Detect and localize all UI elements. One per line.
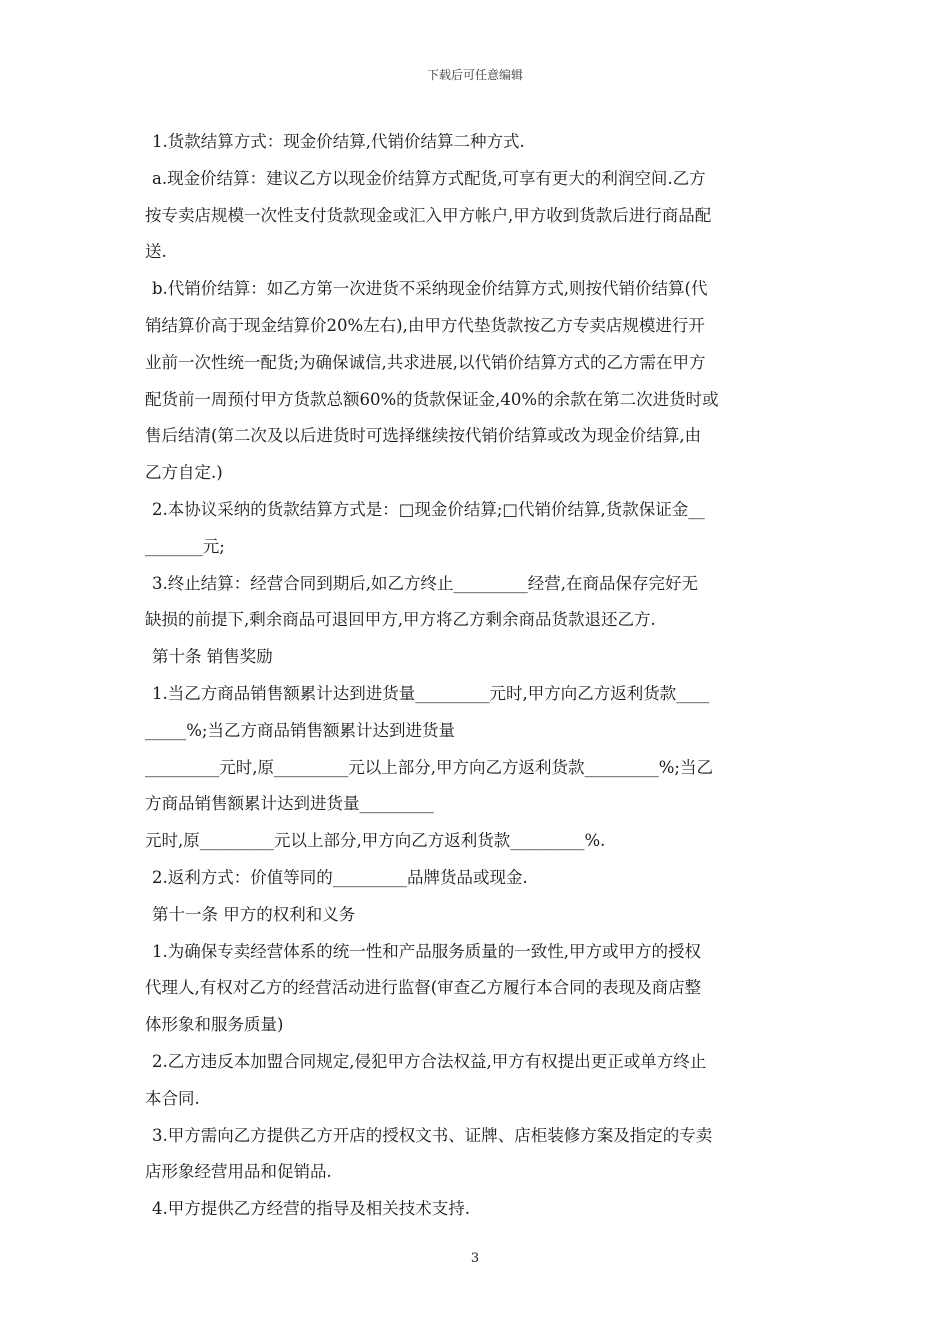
document-body: [145, 124, 807, 1228]
text-line: 1.为确保专卖经营体系的统一性和产品服务质量的一致性,甲方或甲方的授权: [152, 941, 701, 961]
text-line: a.现金价结算：建议乙方以现金价结算方式配货,可享有更大的利润空间.乙方: [152, 168, 706, 188]
text-line: 店形象经营用品和促销品.: [145, 1162, 332, 1182]
text-line: 1.货款结算方式：现金价结算,代销价结算二种方式.: [152, 132, 525, 151]
text-line: 1.当乙方商品销售额累计达到进货量_________元时,甲方向乙方返利货款____: [152, 683, 710, 703]
text-line: b.代销价结算：如乙方第一次进货不采纳现金价结算方式,则按代销价结算(代: [152, 279, 708, 299]
text-line: 售后结清(第二次及以后进货时可选择继续按代销价结算或改为现金价结算,由: [145, 426, 702, 446]
text-line: _________元时,原_________元以上部分,甲方向乙方返利货款_________%;当乙: [145, 757, 713, 777]
text-line: _______元;: [145, 536, 225, 556]
text-line: 乙方自定.): [145, 463, 223, 483]
text-line: 销结算价高于现金结算价20%左右),由甲方代垫货款按乙方专卖店规模进行开: [145, 315, 705, 335]
text-line: 方商品销售额累计达到进货量_________: [145, 794, 434, 814]
text-line: 第十一条 甲方的权利和义务: [152, 904, 356, 924]
text-line: 按专卖店规模一次性支付货款现金或汇入甲方帐户,甲方收到货款后进行商品配: [145, 205, 712, 225]
text-line: 代理人,有权对乙方的经营活动进行监督(审查乙方履行本合同的表现及商店整: [145, 978, 702, 998]
text-line: 业前一次性统一配货;为确保诚信,共求进展,以代销价结算方式的乙方需在甲方: [145, 352, 706, 372]
page-number: 3: [470, 1251, 480, 1266]
text-line: 2.返利方式：价值等同的_________品牌货品或现金.: [152, 867, 528, 887]
text-line: 2.乙方违反本加盟合同规定,侵犯甲方合法权益,甲方有权提出更正或单方终止: [152, 1051, 707, 1071]
text-line: 配货前一周预付甲方货款总额60%的货款保证金,40%的余款在第二次进货时或: [145, 389, 719, 409]
text-line: 元时,原_________元以上部分,甲方向乙方返利货款_________%.: [145, 831, 606, 851]
text-line: 本合同.: [145, 1088, 200, 1108]
text-line: 送.: [145, 242, 167, 262]
text-line: _____%;当乙方商品销售额累计达到进货量: [145, 720, 455, 740]
text-line: 2.本协议采纳的货款结算方式是：□现金价结算;□代销价结算,货款保证金__: [152, 499, 705, 519]
text-line: 3.终止结算：经营合同到期后,如乙方终止_________经营,在商品保存完好无: [152, 573, 698, 593]
text-line: 体形象和服务质量): [145, 1015, 284, 1035]
page-header-note: 下载后可任意编辑: [426, 68, 523, 82]
text-line: 3.甲方需向乙方提供乙方开店的授权文书、证牌、店柜装修方案及指定的专卖: [152, 1125, 713, 1145]
text-line: 第十条 销售奖励: [152, 647, 273, 667]
text-line: 4.甲方提供乙方经营的指导及相关技术支持.: [152, 1199, 470, 1219]
text-line: 缺损的前提下,剩余商品可退回甲方,甲方将乙方剩余商品货款退还乙方.: [145, 610, 656, 630]
